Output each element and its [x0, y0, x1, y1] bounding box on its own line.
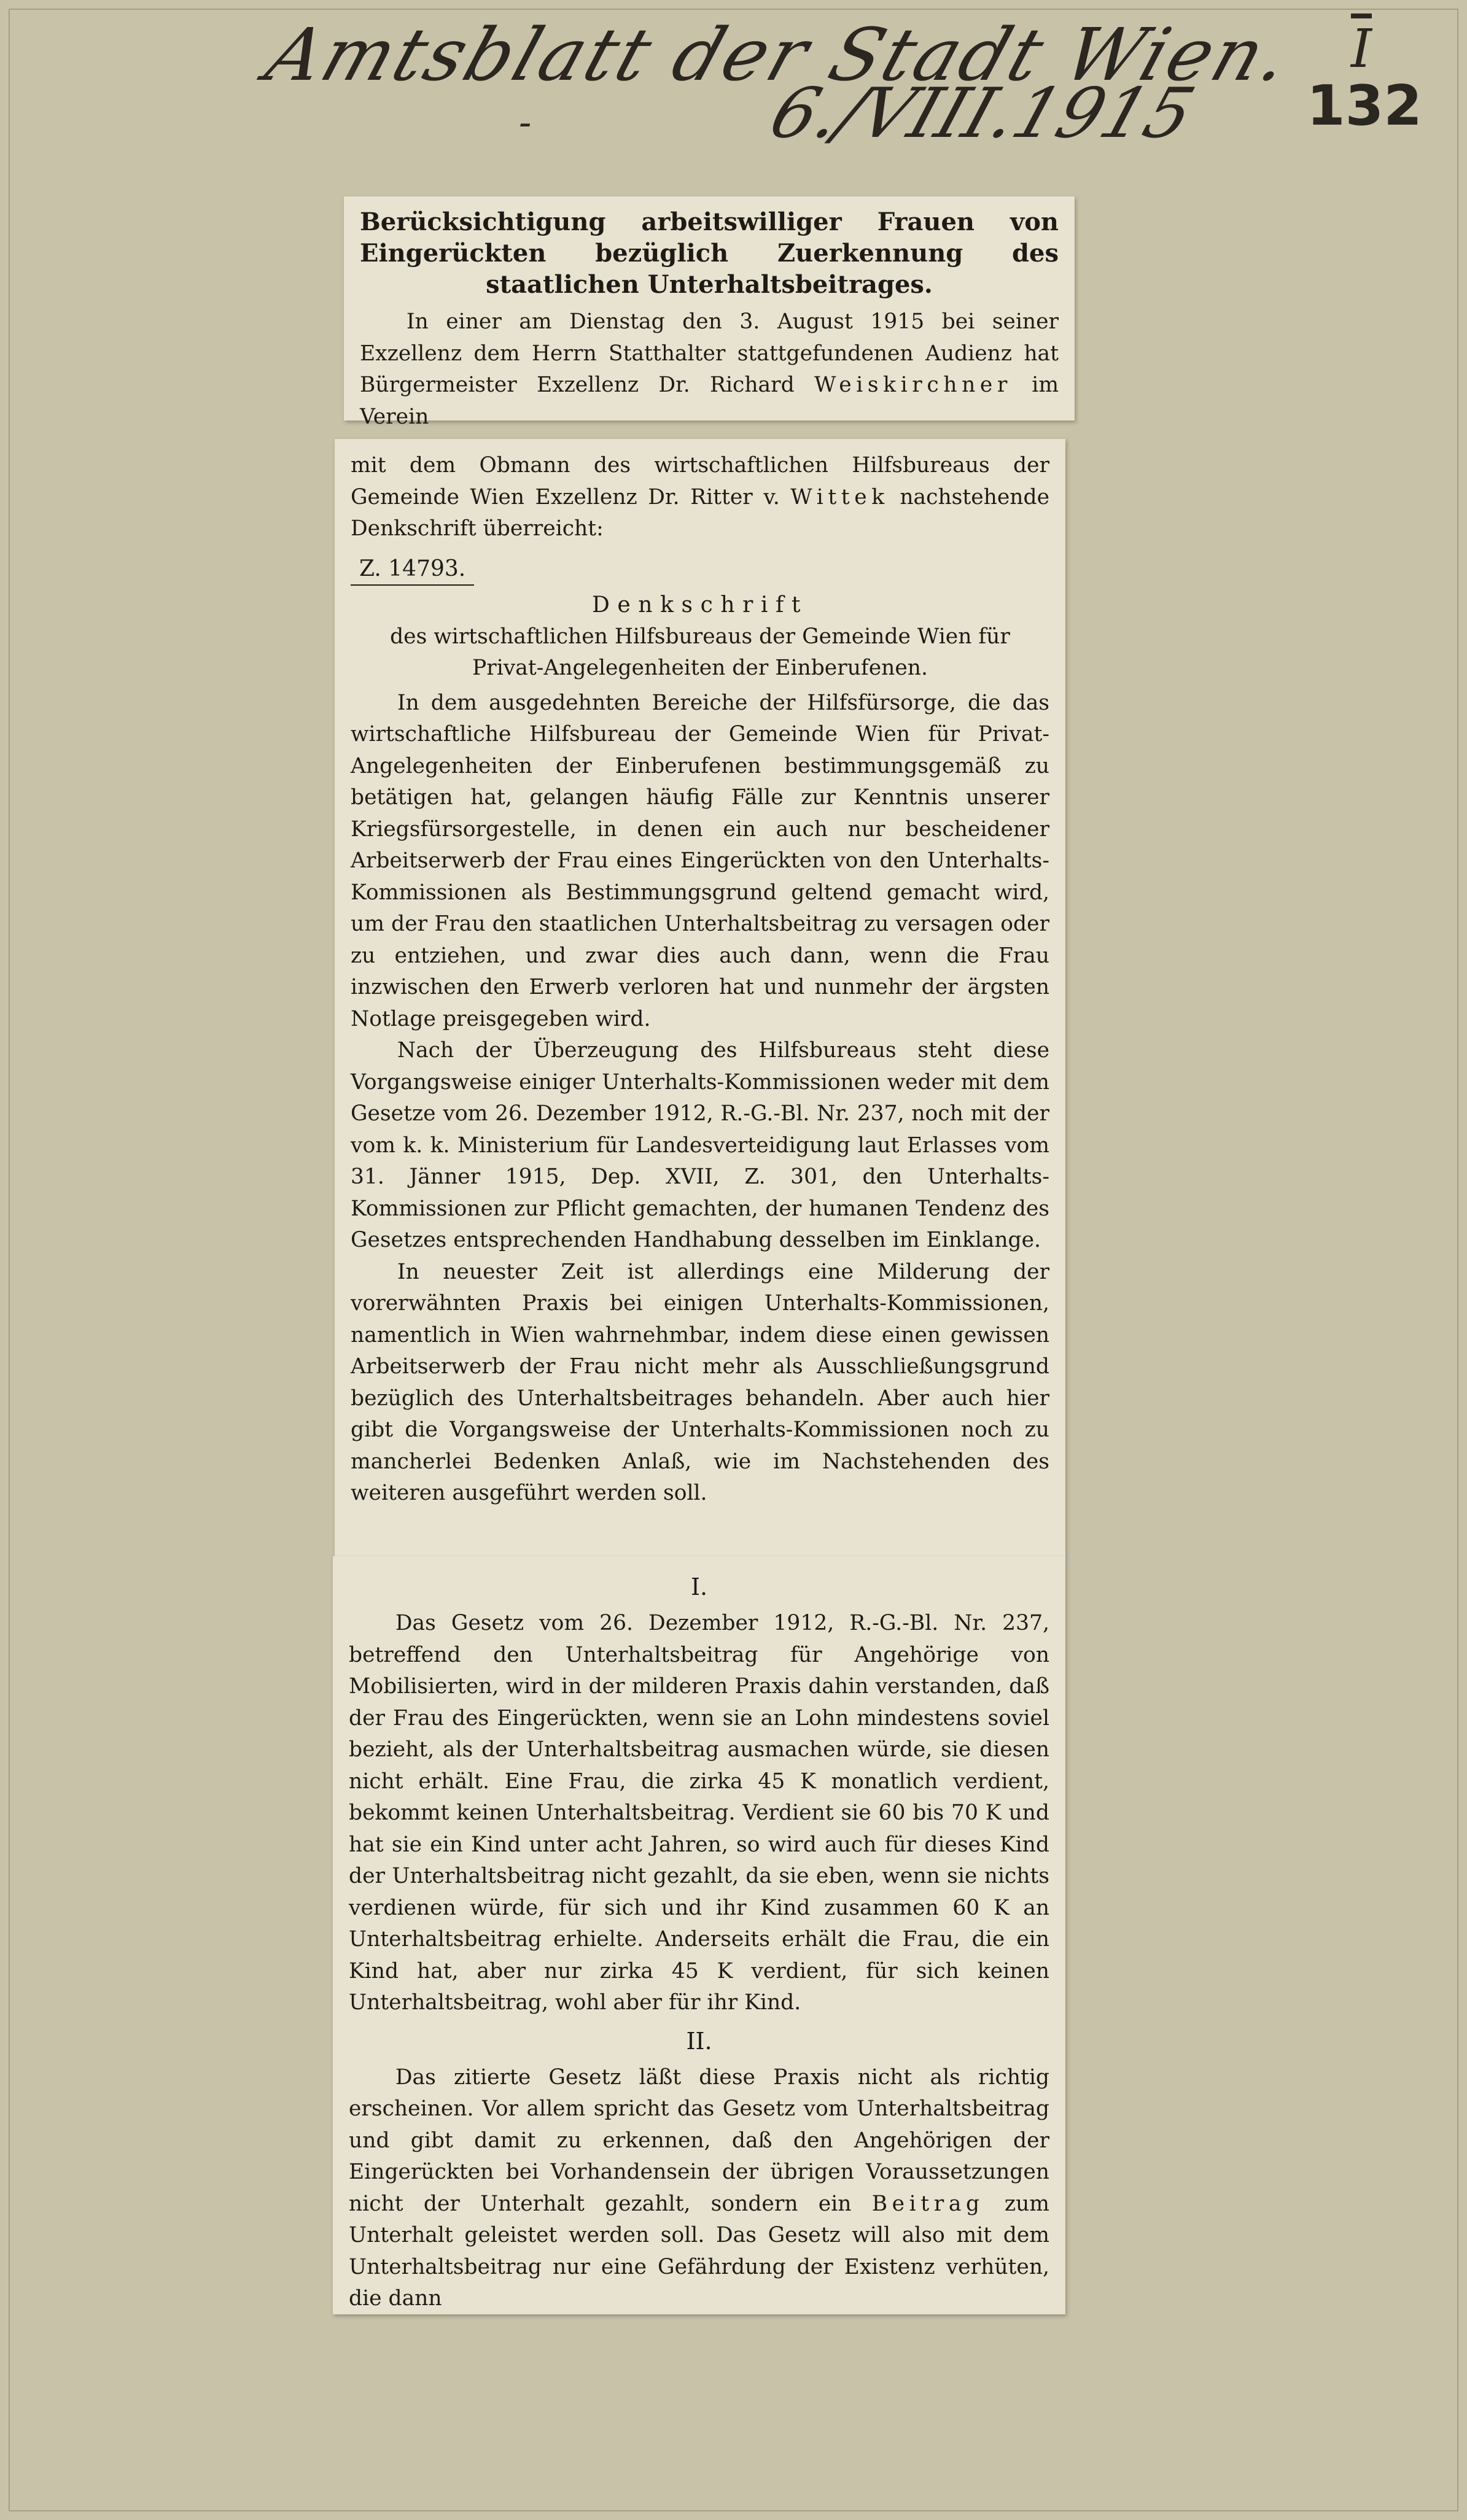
newspaper-clipping-2 — [335, 439, 1065, 1556]
headline: Berücksichtigung arbeitswilliger Frauen von Eingerückten bezüglich Zuerkennung des staatlichen Unterhaltsbeitrages. — [360, 207, 1059, 299]
intro-cont-start: mit dem Obmann des wirtschaftlichen Hilfsbureaus der Gemeinde Wien Exzellenz Dr. Ritter v. — [351, 453, 1049, 510]
intro-paragraph — [360, 306, 1059, 433]
denkschrift-title: Denkschrift — [591, 592, 809, 618]
reference-number: Z. 14793. — [351, 554, 474, 586]
handwritten-numeral: $\overline{I}$ — [1351, 18, 1372, 80]
intro-name: Weiskirchner — [814, 373, 1012, 397]
page-number: 132 — [1307, 74, 1422, 138]
paragraph-1: In dem ausgedehnten Bereiche der Hilfsfürsorge, die das wirtschaftliche Hilfsbureau der Gemeinde Wien für Privat-Angelegenheiten der Einberufenen bestimmungsgemäß zu betätigen hat, gelangen häufig Fälle zur Kenntnis unserer Kriegsfürsorgestelle, in denen ein auch nur bescheidener Arbeitserwerb der Frau eines Eingerückten von den Unterhalts-Kommissionen als Bestimmungsgrund geltend gemacht wird, um der Frau den staatlichen Unterhaltsbeitrag zu versagen oder zu entziehen, und zwar dies auch dann, wenn die Frau inzwischen den Erwerb verloren hat und nunmehr der ärgsten Notlage preisgegeben wird. — [351, 690, 1049, 1031]
intro-cont-name: Wittek — [790, 484, 889, 510]
section-2-text — [349, 2062, 1049, 2315]
handwritten-dash: - — [519, 101, 532, 144]
handwritten-source-title: Amtsblatt der Stadt Wien. — [256, 12, 1304, 97]
intro-cont-end: nachstehende Denkschrift überreicht: — [351, 484, 1050, 541]
section-2-text-end: zum Unterhalt geleistet werden soll. Das Gesetz will also mit dem Unterhaltsbeitrag nur eine Gefährdung der Existenz verhüten, die dann — [349, 2191, 1050, 2311]
section-2-text-start: Das zitierte Gesetz läßt diese Praxis nicht als richtig erscheinen. Vor allem spricht das Gesetz vom Unterhaltsbeitrag und gibt damit zu erkennen, daß den Angehörigen der Eingerückten bei Vorhandensein der übrigen Voraussetzungen nicht der Unterhalt gezahlt, sondern ein — [349, 2064, 1049, 2216]
newspaper-clipping-1 — [344, 196, 1075, 429]
section-1-text: Das Gesetz vom 26. Dezember 1912, R.-G.-Bl. Nr. 237, betreffend den Unterhaltsbeitrag für Angehörige von Mobilisierten, wird in der milderen Praxis dahin verstanden, daß der Frau des Eingerückten, wenn sie an Lohn mindestens soviel bezieht, als der Unterhaltsbeitrag ausmachen würde, sie diesen nicht erhält. Eine Frau, die zirka 45 K monatlich verdient, bekommt keinen Unterhaltsbeitrag. Verdient sie 60 bis 70 K und hat sie ein Kind unter acht Jahren, so wird auch für dieses Kind der Unterhaltsbeitrag nicht gezahlt, da sie eben, wenn sie nichts verdienen würde, für sich und ihr Kind zusammen 60 K an Unterhaltsbeitrag erhielte. Anderseits erhält die Frau, die ein Kind hat, aber nur zirka 45 K verdient, für sich keinen Unterhaltsbeitrag, wohl aber für ihr Kind. — [349, 1611, 1049, 2015]
newspaper-clipping-3 — [333, 1556, 1065, 2314]
denkschrift-subtitle: des wirtschaftlichen Hilfsbureaus der Gemeinde Wien für Privat-Angelegenheiten der Einberufenen. — [390, 624, 1010, 680]
handwritten-date: 6./VIII.1915 — [760, 74, 1204, 153]
intro-continuation — [351, 450, 1049, 545]
intro-text-end: im Verein — [360, 373, 1059, 429]
section-2-emphasis: Beitrag — [871, 2191, 984, 2216]
section-2-number: II. — [686, 2027, 712, 2055]
paragraph-2: Nach der Überzeugung des Hilfsbureaus steht diese Vorgangsweise einiger Unterhalts-Kommissionen weder mit dem Gesetze vom 26. Dezember 1912, R.-G.-Bl. Nr. 237, noch mit der vom k. k. Ministerium für Landesverteidigung laut Erlasses vom 31. Jänner 1915, Dep. XVII, Z. 301, den Unterhalts-Kommissionen zur Pflicht gemachten, der humanen Tendenz des Gesetzes entsprechenden Handhabung desselben im Einklange. — [351, 1038, 1049, 1252]
paragraph-3: In neuester Zeit ist allerdings eine Milderung der vorerwähnten Praxis bei einigen Unterhalts-Kommissionen, namentlich in Wien wahrnehmbar, indem diese einen gewissen Arbeitserwerb der Frau nicht mehr als Ausschließungsgrund bezüglich des Unterhaltsbeitrages behandeln. Aber auch hier gibt die Vorgangsweise der Unterhalts-Kommissionen noch zu mancherlei Bedenken Anlaß, wie im Nachstehenden des weiteren ausgeführt werden soll. — [351, 1259, 1049, 1505]
intro-text-start: In einer am Dienstag den 3. August 1915 bei seiner Exzellenz dem Herrn Statthalter stattgefundenen Audienz hat Bürgermeister Exzellenz Dr. Richard — [360, 309, 1059, 397]
section-1-number: I. — [690, 1573, 708, 1600]
